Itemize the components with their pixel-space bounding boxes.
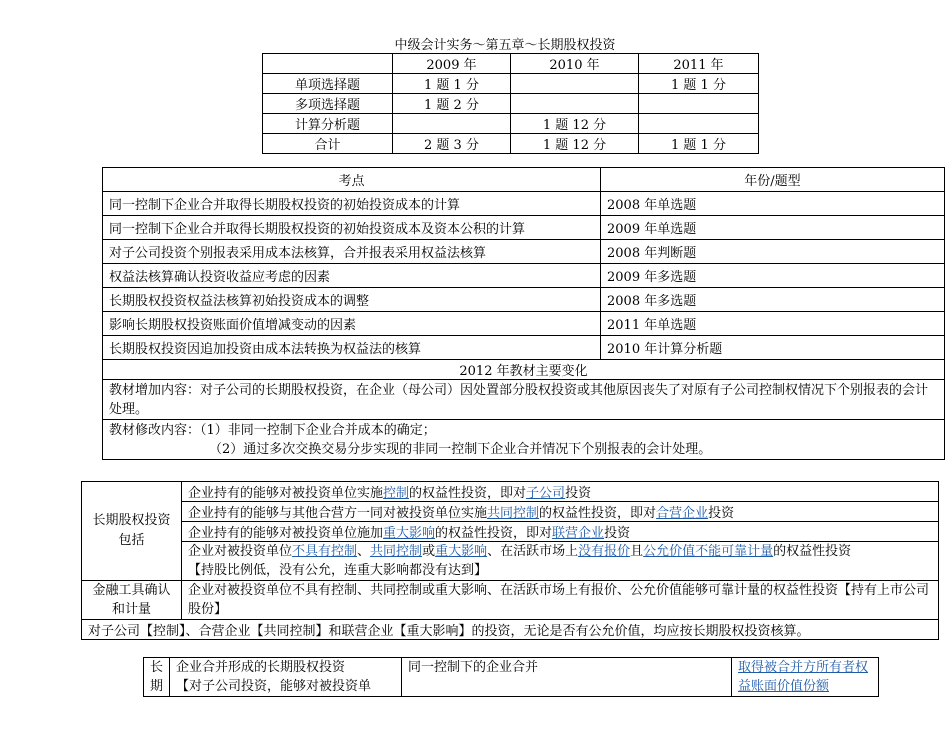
change-modify-row — [103, 420, 945, 460]
summary-row — [263, 134, 759, 154]
year-cell: 2010 年计算分析题 — [601, 336, 945, 360]
scope-item-4 — [182, 542, 939, 581]
summary-row — [263, 74, 759, 94]
no-quote-link[interactable]: 没有报价 — [578, 544, 631, 559]
joint-control-link[interactable]: 共同控制 — [487, 506, 540, 521]
points-row — [103, 216, 945, 240]
bottom-col4-link[interactable]: 取得被合并方所有者权益账面价值份额 — [732, 658, 879, 697]
point-cell: 长期股权投资因追加投资由成本法转换为权益法的核算 — [103, 336, 601, 360]
scope-text: 、在活跃市场上 — [487, 544, 579, 559]
change-add-text: 教材增加内容：对子公司的长期股权投资，在企业（母公司）因处置部分股权投资或其他原因丧失了对原有子公司控制权情况下个别报表的会计处理。 — [103, 380, 945, 420]
summary-header-cell — [263, 54, 393, 74]
summary-cell: 多项选择题 — [263, 94, 393, 114]
exam-points-table — [102, 167, 945, 460]
scope-text: 企业持有的能够与其他合营方一同对被投资单位实施 — [188, 506, 488, 521]
changes-title: 2012 年教材主要变化 — [103, 360, 945, 380]
points-row — [103, 240, 945, 264]
financial-row — [82, 581, 939, 620]
year-cell: 2009 年单选题 — [601, 216, 945, 240]
summary-cell: 计算分析题 — [263, 114, 393, 134]
summary-cell: 1 题 1 分 — [393, 74, 511, 94]
exam-summary-table — [262, 53, 759, 154]
summary-cell: 单项选择题 — [263, 74, 393, 94]
summary-cell — [393, 114, 511, 134]
financial-text: 企业对被投资单位不具有控制、共同控制或重大影响、在活跃市场上有报价、公允价值能够可靠计量的权益性投资【持有上市公司股份】 — [182, 581, 939, 620]
summary-cell — [639, 114, 759, 134]
scope-text: 且 — [630, 544, 644, 559]
page-title: 中级会计实务～第五章～长期股权投资 — [394, 38, 616, 53]
no-control-link[interactable]: 不具有控制 — [292, 544, 358, 559]
change-modify-line-1: 教材修改内容：（1）非同一控制下企业合并成本的确定； — [109, 422, 436, 438]
year-cell: 2008 年单选题 — [601, 192, 945, 216]
scope-text: 的权益性投资，即对 — [435, 526, 553, 541]
joint-venture-link[interactable]: 合营企业 — [656, 506, 709, 521]
summary-cell: 2 题 3 分 — [393, 134, 511, 154]
summary-cell: 合计 — [263, 134, 393, 154]
point-cell: 对子公司投资个别报表采用成本法核算，合并报表采用权益法核算 — [103, 240, 601, 264]
scope-text: 【持股比例低，没有公允，连重大影响都没有达到】 — [188, 563, 488, 578]
point-cell: 影响长期股权投资账面价值增减变动的因素 — [103, 312, 601, 336]
point-cell: 同一控制下企业合并取得长期股权投资的初始投资成本及资本公积的计算 — [103, 216, 601, 240]
significant-influence-link[interactable]: 重大影响 — [435, 544, 488, 559]
bottom-table — [143, 657, 879, 697]
bottom-row — [144, 658, 879, 697]
scope-text: 企业持有的能够对被投资单位施加 — [188, 526, 384, 541]
summary-cell — [639, 94, 759, 114]
point-cell: 长期股权投资权益法核算初始投资成本的调整 — [103, 288, 601, 312]
scope-item-2 — [182, 502, 939, 522]
scope-item-3 — [182, 522, 939, 542]
scope-text: 的权益性投资 — [773, 544, 852, 559]
year-cell: 2008 年判断题 — [601, 240, 945, 264]
summary-cell — [511, 74, 639, 94]
point-cell: 权益法核算确认投资收益应考虑的因素 — [103, 264, 601, 288]
change-modify-line-2: （2）通过多次交换交易分步实现的非同一控制下企业合并情况下个别报表的会计处理。 — [209, 441, 712, 457]
scope-text: 投资 — [565, 486, 592, 501]
scope-text: 企业对被投资单位 — [188, 544, 293, 559]
points-row — [103, 264, 945, 288]
summary-cell — [511, 94, 639, 114]
summary-header-row — [263, 54, 759, 74]
bottom-col1: 长期 — [144, 658, 170, 697]
scope-row — [82, 482, 939, 502]
point-cell: 同一控制下企业合并取得长期股权投资的初始投资成本的计算 — [103, 192, 601, 216]
points-row — [103, 192, 945, 216]
scope-group-label: 长期股权投资包括 — [82, 482, 182, 581]
scope-text: 投资 — [604, 526, 631, 541]
scope-table — [81, 481, 939, 640]
bottom-col3: 同一控制下的企业合并 — [402, 658, 732, 697]
year-cell: 2009 年多选题 — [601, 264, 945, 288]
scope-text: 的权益性投资，即对 — [539, 506, 657, 521]
financial-label: 金融工具确认和计量 — [82, 581, 182, 620]
scope-text: 投资 — [708, 506, 735, 521]
scope-item-1 — [182, 482, 939, 502]
points-header-point: 考点 — [103, 168, 601, 192]
scope-text: 、 — [357, 544, 371, 559]
scope-row — [82, 522, 939, 542]
summary-cell: 1 题 12 分 — [511, 134, 639, 154]
scope-row — [82, 502, 939, 522]
points-row — [103, 288, 945, 312]
associate-link[interactable]: 联营企业 — [552, 526, 605, 541]
points-header-year: 年份/题型 — [601, 168, 945, 192]
fair-value-link[interactable]: 公允价值不能可靠计量 — [643, 544, 774, 559]
scope-text: 的权益性投资，即对 — [409, 486, 527, 501]
control-link[interactable]: 控制 — [383, 486, 410, 501]
summary-cell: 1 题 1 分 — [639, 134, 759, 154]
summary-header-cell: 2010 年 — [511, 54, 639, 74]
summary-cell: 1 题 12 分 — [511, 114, 639, 134]
summary-row — [263, 94, 759, 114]
summary-row — [263, 114, 759, 134]
year-cell: 2011 年单选题 — [601, 312, 945, 336]
scope-text: 或 — [422, 544, 436, 559]
significant-influence-link[interactable]: 重大影响 — [383, 526, 436, 541]
summary-cell: 1 题 1 分 — [639, 74, 759, 94]
summary-header-cell: 2009 年 — [393, 54, 511, 74]
scope-footer-text: 对子公司【控制】、合营企业【共同控制】和联营企业【重大影响】的投资，无论是否有公允价值，均应按长期股权投资核算。 — [82, 620, 939, 640]
year-cell: 2008 年多选题 — [601, 288, 945, 312]
bottom-col2-line1: 企业合并形成的长期股权投资 — [176, 660, 346, 675]
change-add-row — [103, 380, 945, 420]
bottom-col2-line2: 【对子公司投资，能够对被投资单 — [176, 679, 372, 694]
subsidiary-link[interactable]: 子公司 — [526, 486, 566, 501]
changes-title-row — [103, 360, 945, 380]
points-header-row — [103, 168, 945, 192]
scope-row — [82, 542, 939, 581]
points-row — [103, 336, 945, 360]
summary-cell: 1 题 2 分 — [393, 94, 511, 114]
change-modify-cell — [103, 420, 945, 460]
joint-control-link[interactable]: 共同控制 — [370, 544, 423, 559]
scope-footer-row — [82, 620, 939, 640]
bottom-col2 — [170, 658, 402, 697]
points-row — [103, 312, 945, 336]
scope-text: 企业持有的能够对被投资单位实施 — [188, 486, 384, 501]
summary-header-cell: 2011 年 — [639, 54, 759, 74]
